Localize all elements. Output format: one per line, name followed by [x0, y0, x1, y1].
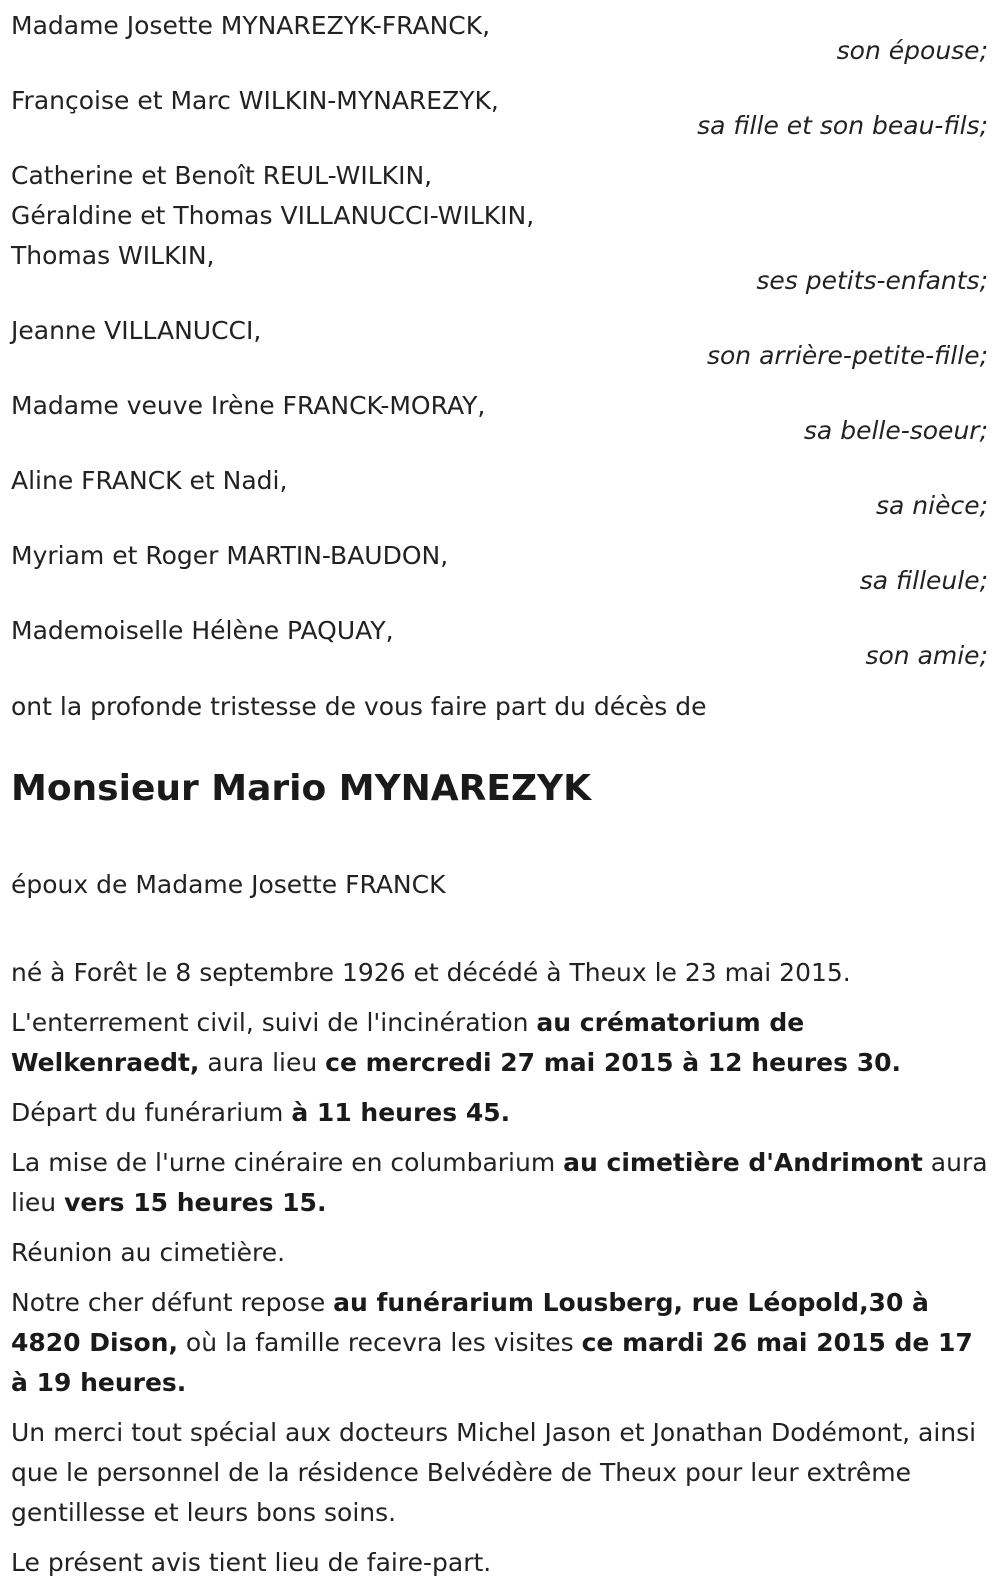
detail-paragraph	[11, 1143, 988, 1223]
details-section	[11, 953, 988, 1583]
family-relation: ses petits-enfants;	[756, 266, 988, 295]
paragraph-text: Réunion au cimetière.	[11, 1238, 286, 1267]
family-entry	[11, 386, 988, 452]
paragraph-text: où la famille recevra les visites	[177, 1328, 582, 1357]
family-name: Aline FRANCK et Nadi,	[11, 466, 288, 495]
detail-paragraph	[11, 953, 988, 993]
paragraph-text: La mise de l'urne cinéraire en columbarium	[11, 1148, 564, 1177]
paragraph-text: Le présent avis tient lieu de faire-part.	[11, 1548, 492, 1577]
spouse-line: époux de Madame Josette FRANCK	[11, 870, 446, 899]
emphasis-text: au crématorium de Welkenraedt,	[11, 1008, 805, 1077]
intro-text: ont la profonde tristesse de vous faire part du décès de	[11, 692, 707, 721]
family-entry	[11, 156, 988, 302]
detail-paragraph	[11, 1413, 988, 1533]
family-name: Catherine et Benoît REUL-WILKIN,	[11, 161, 433, 190]
family-list	[11, 6, 988, 677]
paragraph-text: aura lieu	[199, 1048, 326, 1077]
deceased-name: Monsieur Mario MYNAREZYK	[11, 768, 592, 809]
paragraph-text: L'enterrement civil, suivi de l'incinération	[11, 1008, 537, 1037]
emphasis-text: à 11 heures 45.	[291, 1098, 511, 1127]
family-relation: sa filleule;	[859, 566, 988, 595]
family-entry	[11, 536, 988, 602]
family-name: Françoise et Marc WILKIN-MYNAREZYK,	[11, 86, 499, 115]
family-entry	[11, 311, 988, 377]
family-relation: sa fille et son beau-fils;	[697, 111, 988, 140]
family-relation: son arrière-petite-fille;	[706, 341, 988, 370]
emphasis-text: vers 15 heures 15.	[64, 1188, 327, 1217]
family-name: Thomas WILKIN,	[11, 241, 215, 270]
detail-paragraph	[11, 1543, 988, 1583]
family-relation: sa belle-soeur;	[803, 416, 988, 445]
family-name: Jeanne VILLANUCCI,	[11, 316, 262, 345]
family-entry	[11, 81, 988, 147]
family-relation: son amie;	[865, 641, 988, 670]
detail-paragraph	[11, 1003, 988, 1083]
family-entry	[11, 461, 988, 527]
detail-paragraph	[11, 1233, 988, 1273]
paragraph-text: aura lieu	[11, 1148, 988, 1217]
family-entry	[11, 6, 988, 72]
emphasis-text: au funérarium Lousberg, rue Léopold,30 à 4820 Dison,	[11, 1288, 929, 1357]
family-name: Madame veuve Irène FRANCK-MORAY,	[11, 391, 486, 420]
emphasis-text: ce mercredi 27 mai 2015 à 12 heures 30.	[325, 1048, 901, 1077]
paragraph-text: Un merci tout spécial aux docteurs Michel Jason et Jonathan Dodémont, ainsi que le personnel de la résidence Belvédère de Theux pour leur extrême gentillesse et leurs bons soins.	[11, 1418, 977, 1527]
family-relation: sa nièce;	[875, 491, 988, 520]
family-name: Madame Josette MYNAREZYK-FRANCK,	[11, 11, 491, 40]
paragraph-text: Notre cher défunt repose	[11, 1288, 334, 1317]
family-entry	[11, 611, 988, 677]
family-name: Myriam et Roger MARTIN-BAUDON,	[11, 541, 449, 570]
family-names	[11, 156, 988, 276]
emphasis-text: au cimetière d'Andrimont	[563, 1148, 923, 1177]
emphasis-text: ce mardi 26 mai 2015 de 17 à 19 heures.	[11, 1328, 973, 1397]
family-relation: son épouse;	[836, 36, 988, 65]
paragraph-text: Départ du funérarium	[11, 1098, 292, 1127]
paragraph-text: né à Forêt le 8 septembre 1926 et décédé à Theux le 23 mai 2015.	[11, 958, 851, 987]
family-name: Mademoiselle Hélène PAQUAY,	[11, 616, 394, 645]
family-name: Géraldine et Thomas VILLANUCCI-WILKIN,	[11, 201, 535, 230]
detail-paragraph	[11, 1283, 988, 1403]
detail-paragraph	[11, 1093, 988, 1133]
